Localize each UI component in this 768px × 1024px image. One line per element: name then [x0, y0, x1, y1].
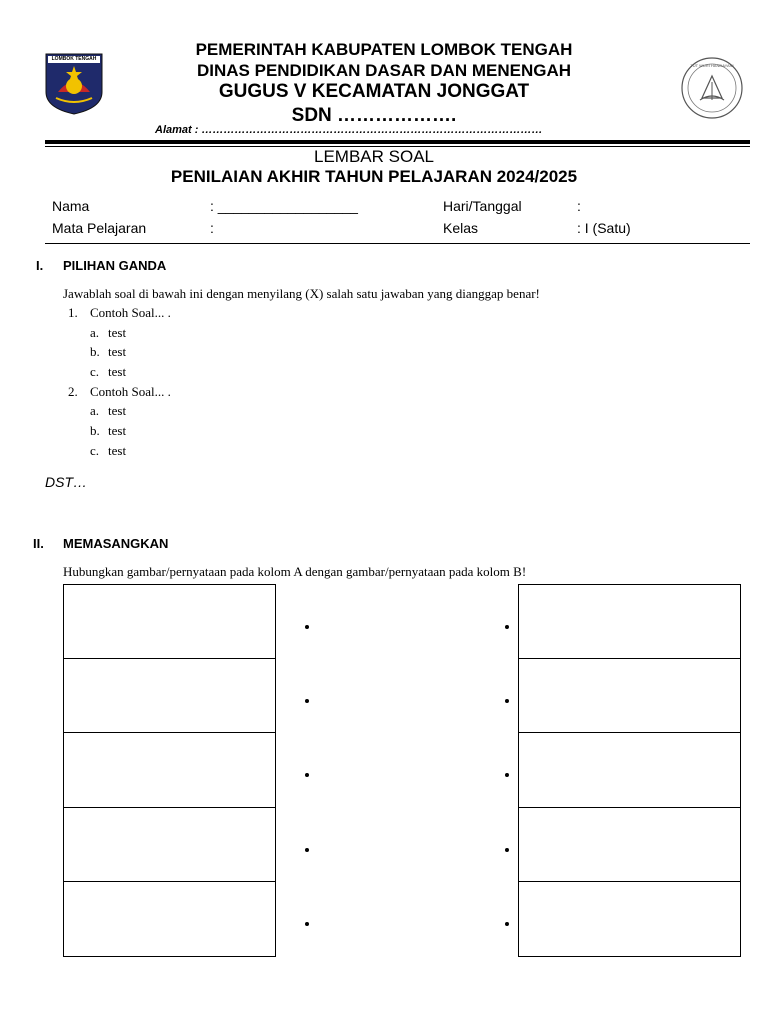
hari-label: Hari/Tanggal — [443, 198, 522, 214]
kop-line-4: SDN ………………. — [291, 105, 457, 126]
kelas-value: : I (Satu) — [577, 220, 631, 236]
column-b-dot[interactable] — [505, 699, 509, 703]
section1-number: I. — [36, 258, 44, 273]
continuation-text: DST… — [45, 474, 87, 490]
question-2-option-c: test — [108, 443, 127, 458]
question-1-option-c-letter: c. — [90, 364, 100, 379]
column-a-dot[interactable] — [305, 699, 309, 703]
kop-line-1: PEMERINTAH KABUPATEN LOMBOK TENGAH — [195, 40, 573, 59]
mapel-label: Mata Pelajaran — [52, 220, 147, 236]
question-2-option-c-letter: c. — [90, 443, 100, 458]
address-line: Alamat : ………………………………………………………………………………… — [155, 124, 543, 136]
question-2-option-b-letter: b. — [90, 423, 100, 438]
question-2-option-a-letter: a. — [90, 403, 100, 418]
logo-left-caption: LOMBOK TENGAH — [51, 56, 97, 62]
column-a-box — [63, 881, 276, 957]
nama-value: : __________________ — [210, 198, 358, 214]
kelas-label: Kelas — [443, 220, 479, 236]
hari-value: : — [577, 198, 581, 214]
mapel-value: : — [210, 220, 214, 236]
column-b-dot[interactable] — [505, 773, 509, 777]
column-b-box — [518, 658, 741, 733]
question-2-text: Contoh Soal... . — [90, 384, 171, 399]
section2-instruction: Hubungkan gambar/pernyataan pada kolom A dengan gambar/pernyataan pada kolom B! — [63, 564, 527, 579]
section2-heading: MEMASANGKAN — [63, 536, 169, 551]
header-rule-thick — [45, 140, 750, 144]
question-1-option-b-letter: b. — [90, 344, 100, 359]
question-1-option-c: test — [108, 364, 127, 379]
column-a-box — [63, 658, 276, 733]
logo-right-caption: TUT WURI HANDAYANI — [690, 63, 734, 68]
column-a-dot[interactable] — [305, 773, 309, 777]
kop-line-3: GUGUS V KECAMATAN JONGGAT — [218, 81, 530, 102]
info-rule — [45, 243, 750, 244]
question-1-text: Contoh Soal... . — [90, 305, 171, 320]
column-a-dot[interactable] — [305, 922, 309, 926]
question-1-option-b: test — [108, 344, 127, 359]
question-2-option-a: test — [108, 403, 127, 418]
doc-title: LEMBAR SOAL — [314, 147, 434, 166]
section1-instruction: Jawablah soal di bawah ini dengan menyilang (X) salah satu jawaban yang dianggap benar! — [63, 286, 540, 301]
kop-line-2: DINAS PENDIDIKAN DASAR DAN MENENGAH — [196, 61, 572, 80]
doc-subtitle: PENILAIAN AKHIR TAHUN PELAJARAN 2024/2025 — [170, 167, 578, 186]
question-2-number: 2. — [68, 384, 78, 399]
question-1-option-a: test — [108, 325, 127, 340]
column-b-box — [518, 807, 741, 882]
column-b-box — [518, 732, 741, 808]
question-1-number: 1. — [68, 305, 78, 320]
section2-number: II. — [33, 536, 44, 551]
question-2-option-b: test — [108, 423, 127, 438]
column-b-dot[interactable] — [505, 848, 509, 852]
column-a-dot[interactable] — [305, 625, 309, 629]
column-a-box — [63, 807, 276, 882]
column-b-box — [518, 881, 741, 957]
column-a-box — [63, 584, 276, 659]
nama-label: Nama — [52, 198, 90, 214]
column-a-dot[interactable] — [305, 848, 309, 852]
section1-heading: PILIHAN GANDA — [63, 258, 167, 273]
column-b-dot[interactable] — [505, 625, 509, 629]
question-1-option-a-letter: a. — [90, 325, 100, 340]
column-a-box — [63, 732, 276, 808]
column-b-box — [518, 584, 741, 659]
column-b-dot[interactable] — [505, 922, 509, 926]
